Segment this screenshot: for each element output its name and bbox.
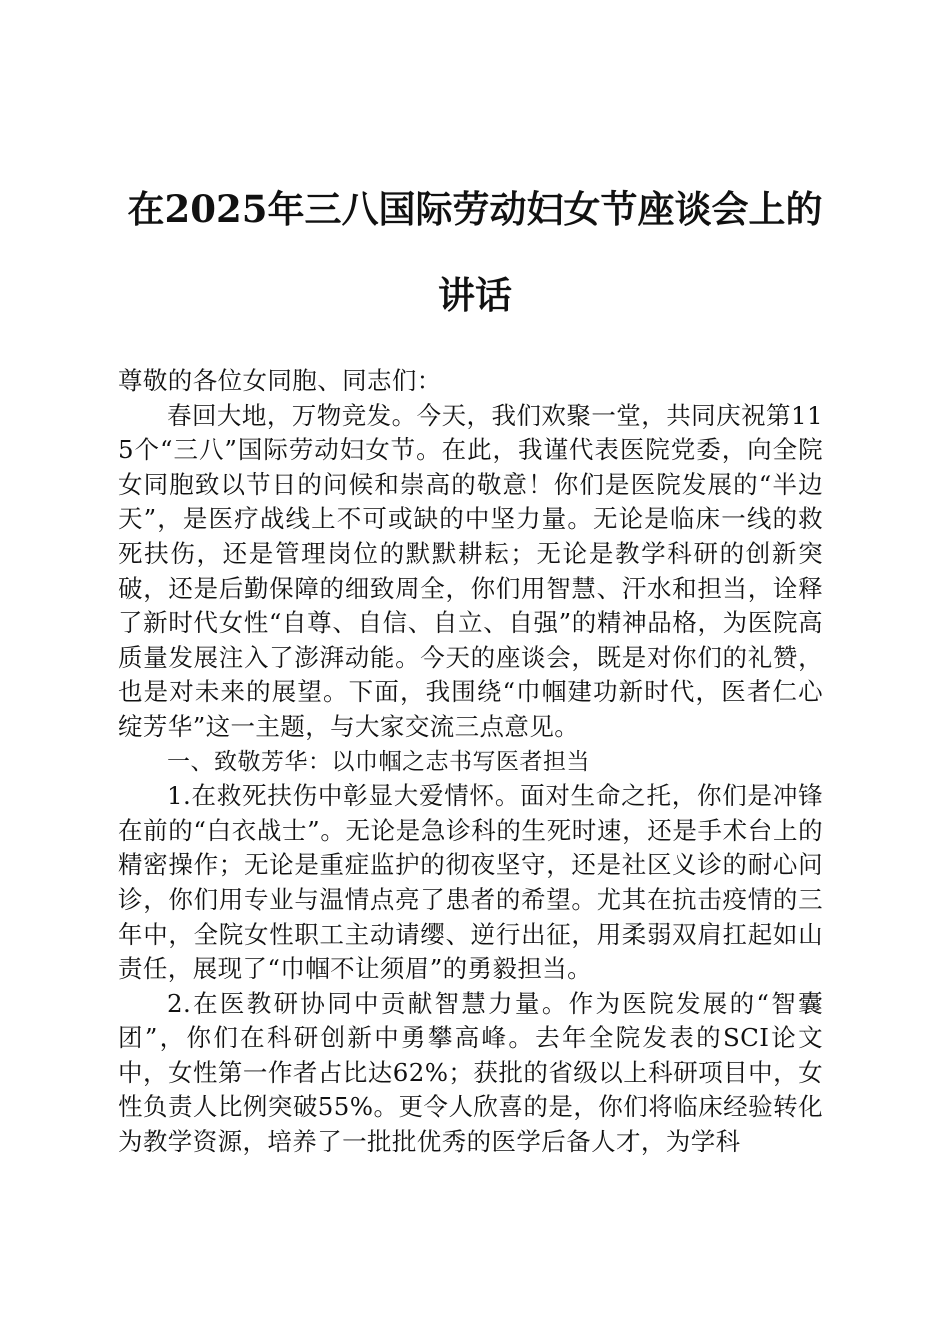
intro-paragraph: 春回大地，万物竞发。今天，我们欢聚一堂，共同庆祝第115个“三八”国际劳动妇女节。在此，我谨代表医院党委，向全院女同胞致以节日的问候和崇高的敬意！你们是医院发展的“半边天”，是医疗战线上不可或缺的中坚力量。无论是临床一线的救死扶伤，还是管理岗位的默默耕耘；无论是教学科研的创新突破，还是后勤保障的细致周全，你们用智慧、汗水和担当，诠释了新时代女性“自尊、自信、自立、自强”的精神品格，为医院高质量发展注入了澎湃动能。今天的座谈会，既是对你们的礼赞，也是对未来的展望。下面，我围绕“巾帼建功新时代，医者仁心绽芳华”这一主题，与大家交流三点意见。 [118, 400, 823, 741]
document-title: 在2025年三八国际劳动妇女节座谈会上的讲话 [127, 187, 823, 317]
document-body [118, 364, 823, 1160]
section-1-item-1: 1.在救死扶伤中彰显大爱情怀。面对生命之托，你们是冲锋在前的“白衣战士”。无论是急诊科的生死时速，还是手术台上的精密操作；无论是重症监护的彻夜坚守，还是社区义诊的耐心问诊，你们用专业与温情点亮了患者的希望。尤其在抗击疫情的三年中，全院女性职工主动请缨、逆行出征，用柔弱双肩扛起如山责任，展现了“巾帼不让须眉”的勇毅担当。 [118, 781, 823, 984]
section-heading-1: 一、致敬芳华：以巾帼之志书写医者担当 [167, 748, 590, 775]
salutation: 尊敬的各位女同胞、同志们： [118, 366, 442, 395]
section-1-item-2: 2.在医教研协同中贡献智慧力量。作为医院发展的“智囊团”，你们在科研创新中勇攀高峰。去年全院发表的SCI论文中，女性第一作者占比达62%；获批的省级以上科研项目中，女性负责人比例突破55%。更令人欣喜的是，你们将临床经验转化为教学资源，培养了一批批优秀的医学后备人才，为学科 [118, 988, 823, 1157]
